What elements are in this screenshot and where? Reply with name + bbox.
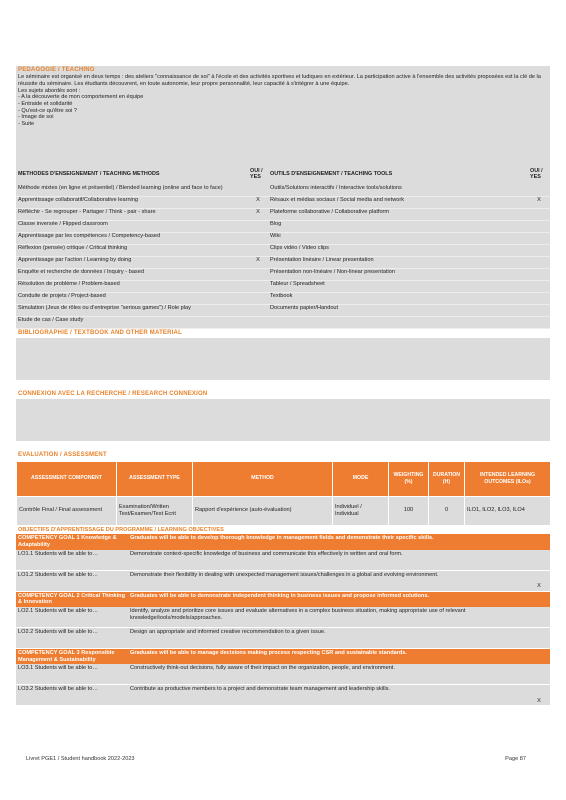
competency-spacer (528, 591, 550, 607)
tool-cell: Documents papier/Handout (268, 304, 528, 316)
competency-spacer (528, 534, 550, 549)
method-check (248, 244, 268, 256)
tool-check (528, 244, 550, 256)
tool-check (528, 304, 550, 316)
tools-yes-header: OUI / YES (530, 168, 543, 181)
methods-row (16, 292, 550, 304)
objectives-title: OBJECTIFS D'APPRENTISSAGE DU PROGRAMME / LEARNING OBJECTIVES (18, 526, 224, 533)
pedagogy-title: PEDAGOGIE / TEACHING (18, 67, 95, 73)
method-cell: Classe inversée / Flipped classroom (16, 220, 248, 232)
evaluation-cell-duration: 0 (429, 496, 465, 525)
tool-check: X (528, 196, 550, 208)
tool-cell: Textbook (268, 292, 528, 304)
learning-outcome-row (16, 550, 550, 571)
methods-row (16, 244, 550, 256)
tool-cell: Tableur / Spreadsheet (268, 280, 528, 292)
tool-check (528, 292, 550, 304)
evaluation-row (17, 496, 551, 525)
learning-outcome-label: LO2.2 Students will be able to… (16, 628, 128, 649)
evaluation-header-row (17, 461, 551, 496)
objectives-table (16, 534, 550, 706)
method-check (248, 232, 268, 244)
learning-outcome-label: LO2.1 Students will be able to… (16, 607, 128, 628)
method-check (248, 268, 268, 280)
evaluation-title: EVALUATION / ASSESSMENT (18, 452, 107, 459)
methods-row (16, 256, 550, 268)
pedagogy-text: Le séminaire est organisé en deux temps : des ateliers "connaissance de soi" à l'école et des activités sportives et ludiques en extérieur. La participation active à l'ensemble des activités proposées est la clé de la réussite du séminaire. Les étudiants découvrent, en toute autonomie, leur propre personnalité, leur capacité à s'intégrer à une équipe. Les sujets abordés sont : - A la découverte de mon comportement en équipe - Entraide et solidarité - Qu'est-ce qu'être soi ? - Image de soi - Suite (18, 74, 541, 128)
evaluation-header-cell: METHOD (193, 461, 333, 496)
competency-row (16, 649, 550, 665)
tool-cell: Plateforme collaborative / Collaborative platform (268, 208, 528, 220)
method-cell: Enquête et recherche de données / Inquiry - based (16, 268, 248, 280)
methods-row (16, 280, 550, 292)
tool-cell: Outils/Solutions interactifs / Interactive tools/solutions (268, 185, 528, 197)
method-cell: Etude de cas / Case study (16, 316, 248, 328)
research-title: CONNEXION AVEC LA RECHERCHE / RESEARCH CONNEXION (18, 391, 208, 398)
research-box (16, 399, 550, 441)
learning-outcome-label: LO3.2 Students will be able to… (16, 685, 128, 706)
competency-description: Graduates will be able to develop thorough knowledge in management fields and demonstrate their specific skills. (130, 535, 434, 542)
learning-outcome-text: Design an appropriate and informed creative recommendation to a given issue. (128, 628, 528, 649)
learning-outcome-check: X (528, 570, 550, 591)
method-check (248, 304, 268, 316)
document-page (16, 66, 550, 706)
learning-outcome-label: LO3.1 Students will be able to… (16, 664, 128, 685)
evaluation-header-cell: ASSESSMENT TYPE (117, 461, 193, 496)
evaluation-table (16, 461, 551, 526)
method-check (248, 185, 268, 197)
method-check: X (248, 196, 268, 208)
method-cell: Apprentissage par l'action / Learning by doing (16, 256, 248, 268)
methods-row (16, 208, 550, 220)
learning-outcome-text: Constructively think-out decisions, fully aware of their impact on the organization, people, and environment. (128, 664, 528, 685)
tool-cell: Wiki (268, 232, 528, 244)
competency-goal: COMPETENCY GOAL 1 Knowledge & Adaptability (18, 535, 117, 548)
competency-spacer (528, 649, 550, 665)
learning-outcome-row (16, 570, 550, 591)
methods-header: METHODES D'ENSEIGNEMENT / TEACHING METHODS (18, 171, 160, 178)
evaluation-cell-mode: Individuel / Individual (333, 496, 389, 525)
learning-outcome-check (528, 550, 550, 571)
methods-row (16, 268, 550, 280)
method-check (248, 280, 268, 292)
tool-check (528, 268, 550, 280)
learning-outcome-row (16, 607, 550, 628)
evaluation-header-cell: INTENDED LEARNING OUTCOMES (ILOs) (465, 461, 551, 496)
learning-outcome-text: Identify, analyze and prioritize core issues and evaluate alternatives in a complex business situation, making appropriate use of relevant knowledge/tools/models/approaches. (128, 607, 528, 628)
learning-outcome-text: Demonstrate their flexibility in dealing with unexpected management issues/challenges in a global and evolving environment. (128, 570, 528, 591)
pedagogy-section (16, 66, 550, 162)
competency-goal: COMPETENCY GOAL 2 Critical Thinking & Innovation (18, 592, 126, 606)
learning-outcome-check (528, 628, 550, 649)
tool-check (528, 208, 550, 220)
method-cell: Conduite de projets / Project-based (16, 292, 248, 304)
evaluation-cell-ilos: ILO1, ILO2, ILO3, ILO4 (465, 496, 551, 525)
tool-check (528, 220, 550, 232)
evaluation-header-cell: DURATION (H) (429, 461, 465, 496)
method-cell: Réfléchir - Se regrouper - Partager / Think - pair - share (16, 208, 248, 220)
learning-outcome-check: X (528, 685, 550, 706)
evaluation-body (17, 496, 551, 525)
tool-cell: Résaux et médias sociaux / Social media and network (268, 196, 528, 208)
page-number: Page 87 (505, 756, 526, 762)
competency-goal: COMPETENCY GOAL 3 Responsible Management & Sustainability (18, 650, 115, 663)
methods-yes-header: OUI / YES (250, 168, 263, 181)
tool-cell: Présentation non-linéaire / Non-linear presentation (268, 268, 528, 280)
tool-check (528, 316, 550, 328)
competency-row (16, 591, 550, 607)
learning-outcome-text: Demonstrate context-specific knowledge of business and communicate this effectively in written and oral form. (128, 550, 528, 571)
tool-check (528, 232, 550, 244)
methods-body (16, 185, 550, 329)
method-cell: Apprentissage par les compétences / Competency-based (16, 232, 248, 244)
learning-outcome-text: Contribute as productive members to a project and demonstrate team management and leadership skills. (128, 685, 528, 706)
evaluation-header-cell: ASSESSMENT COMPONENT (17, 461, 117, 496)
tool-cell: Clips vidéo / Video clips (268, 244, 528, 256)
methods-row (16, 304, 550, 316)
method-check (248, 292, 268, 304)
methods-row (16, 220, 550, 232)
learning-outcome-row (16, 685, 550, 706)
bibliography-box (16, 338, 550, 380)
evaluation-cell-component: Contrôle Final / Final assessment (17, 496, 117, 525)
competency-row (16, 534, 550, 549)
learning-outcome-label: LO1.2 Students will be able to… (16, 570, 128, 591)
competency-description: Graduates will be able to manage decisions making process respecting CSR and sustainable standards. (130, 650, 407, 657)
methods-row (16, 232, 550, 244)
page-footer (26, 756, 526, 763)
learning-outcome-check (528, 607, 550, 628)
method-check (248, 220, 268, 232)
tool-check (528, 185, 550, 197)
learning-outcome-check (528, 664, 550, 685)
tools-header: OUTILS D'ENSEIGNEMENT / TEACHING TOOLS (270, 171, 393, 178)
method-cell: Résolution de problème / Problem-based (16, 280, 248, 292)
learning-outcome-row (16, 628, 550, 649)
bibliography-title: BIBLIOGRAPHIE / TEXTBOOK AND OTHER MATERIAL (18, 329, 182, 336)
objectives-body (16, 534, 550, 706)
competency-description: Graduates will be able to demonstrate independent thinking in business issues and propose informed solutions. (130, 592, 430, 599)
evaluation-cell-type: Examination/Written Test/Examen/Test Ecrit (117, 496, 193, 525)
evaluation-cell-method: Rapport d'expérience (auto-évaluation) (193, 496, 333, 525)
learning-outcome-row (16, 664, 550, 685)
method-check: X (248, 208, 268, 220)
method-cell: Méthode mixtes (en ligne et présentiel) / Blended learning (online and face to face) (16, 185, 248, 197)
learning-outcome-label: LO1.1 Students will be able to… (16, 550, 128, 571)
tool-check (528, 280, 550, 292)
methods-row (16, 185, 550, 197)
footer-left: Livret PGE1 / Student handbook 2022-2023 (26, 756, 135, 762)
tool-check (528, 256, 550, 268)
evaluation-header-cell: WEIGHTING (%) (389, 461, 429, 496)
method-check: X (248, 256, 268, 268)
methods-table (16, 162, 550, 329)
method-check (248, 316, 268, 328)
method-cell: Apprentissage collaboratif/Collaborative learning (16, 196, 248, 208)
tool-cell: Blog (268, 220, 528, 232)
methods-row (16, 196, 550, 208)
tool-cell: Présentation linéaire / Linear presentation (268, 256, 528, 268)
tool-cell (268, 316, 528, 328)
method-cell: Simulation (Jeux de rôles ou d'entreprise "serious games") / Role play (16, 304, 248, 316)
evaluation-header-cell: MODE (333, 461, 389, 496)
evaluation-cell-weight: 100 (389, 496, 429, 525)
method-cell: Réflexion (pensée) critique / Critical thinking (16, 244, 248, 256)
methods-row (16, 316, 550, 328)
